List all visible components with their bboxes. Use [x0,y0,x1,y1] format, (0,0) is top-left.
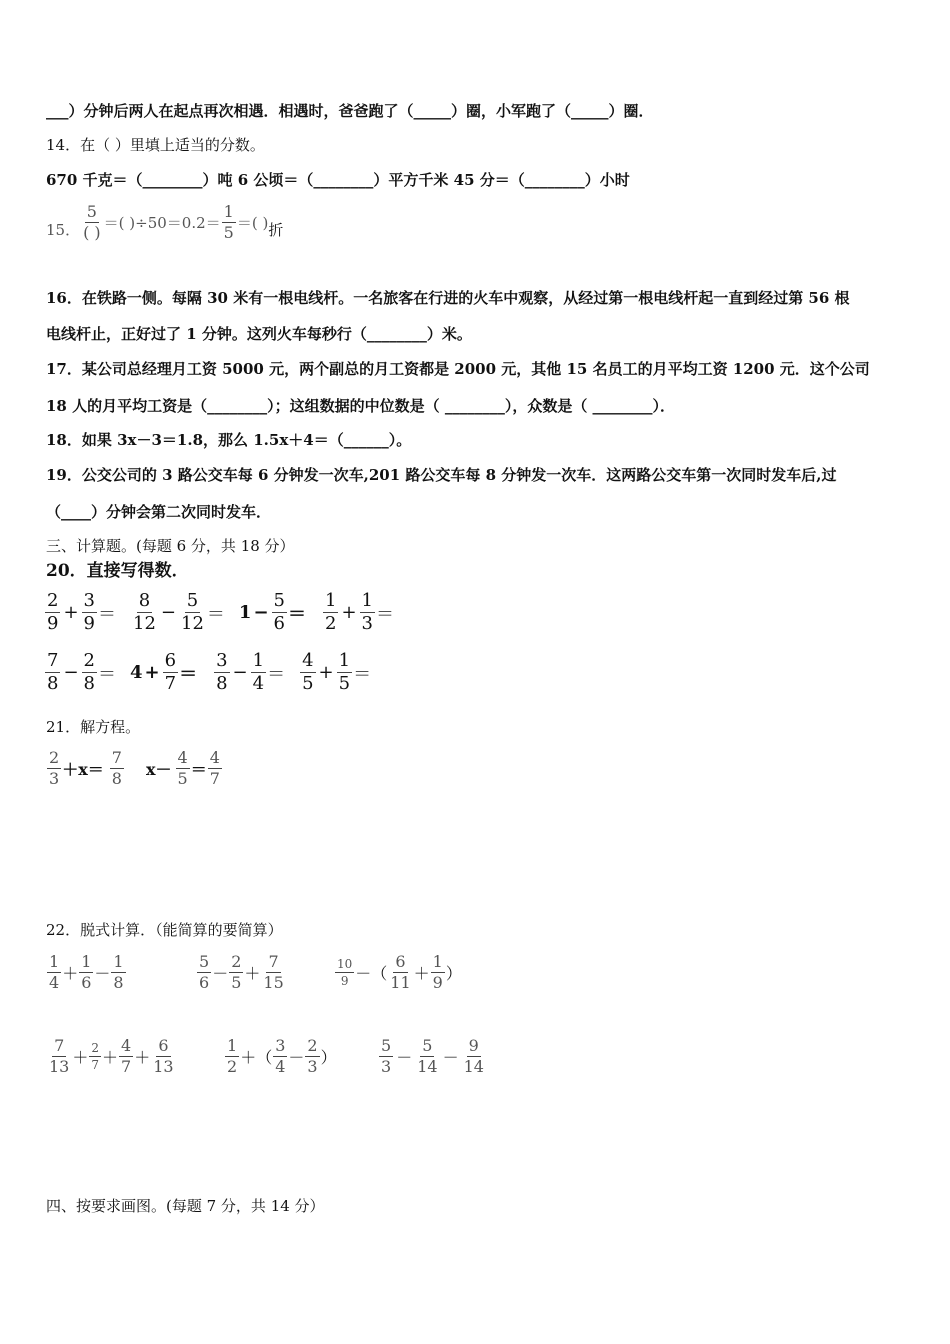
q20-item-1: $\frac{2}{9}$ + $\frac{3}{9}$ ＝ [47,590,116,634]
q16-line-2: 电线杆止，正好过了 1 分钟。这列火车每秒行（________）米。 [46,325,472,343]
q22-expression-f: $\frac{5}{3}$ － $\frac{5}{14}$ － $\frac{9}{14}$ [381,1036,484,1076]
q22-expression-a: $\frac{1}{4}$ ＋ $\frac{1}{6}$ － $\frac{1}{8}$ [49,952,124,992]
q21-equation-1: $\frac{2}{3}$ ＋x＝ $\frac{7}{8}$ [49,748,122,788]
section-4-heading: 四、按要求画图。(每题 7 分，共 14 分） [46,1197,325,1215]
q22-expression-b: $\frac{5}{6}$ － $\frac{2}{5}$ ＋ $\frac{7}{15}$ [199,952,284,992]
q17-line-1: 17．某公司总经理月工资 5000 元，两个副总的月工资都是 2000 元，其他 15 名员工的月平均工资 1200 元．这个公司 [46,360,870,378]
q15-fraction-2: $\frac{1}{5}$ [223,202,234,242]
q15-fraction-1: $\frac{5}{( )}$ [83,202,101,242]
q15-number: 15． [46,221,81,239]
q15-expression [46,204,283,241]
q14-conversion-line: 670 千克＝（________）吨 6 公顷＝（________）平方千米 45 分＝（________）小时 [46,171,630,189]
q20-row-2 [44,652,371,693]
q21-title: 21．解方程。 [46,718,141,736]
q15-part-2: ＝( ) [236,214,269,232]
q22-expression-d: $\frac{7}{13}$ ＋ $\frac{2}{7}$ ＋ $\frac{4}{7}$ ＋ $\frac{6}{13}$ [49,1036,174,1076]
q20-row-1 [44,592,394,633]
q14-title: 14．在（ ）里填上适当的分数。 [46,136,265,154]
q20-item-2: $\frac{8}{12}$ − $\frac{5}{12}$ ＝ [133,590,225,634]
section-3-heading: 三、计算题。(每题 6 分，共 18 分） [46,537,295,555]
q22-title: 22．脱式计算．（能简算的要简算） [46,921,283,939]
q22-expression-e: $\frac{1}{2}$ ＋（ $\frac{3}{4}$ － $\frac{2}{3}$ ） [227,1036,337,1076]
q20-item-5: $\frac{7}{8}$ − $\frac{2}{8}$ ＝ [47,650,116,694]
q20-item-8: $\frac{4}{5}$ + $\frac{1}{5}$ ＝ [302,650,372,694]
q20-item-3: 1 − $\frac{5}{6}$ ＝ [238,590,306,634]
q20-item-6: 4 + $\frac{6}{7}$ ＝ [130,650,198,694]
q20-title: 20．直接写得数． [46,561,189,581]
q17-line-2: 18 人的月平均工资是（________）；这组数据的中位数是（ ________），众数是（ ________）． [46,397,676,415]
q22-expression-c: $\frac{10}{9}$ －（ $\frac{6}{11}$ ＋ $\frac{1}{9}$ ） [337,952,462,992]
q19-line-2: （____）分钟会第二次同时发车． [46,503,272,521]
q13-tail-text: ___）分钟后两人在起点再次相遇．相遇时，爸爸跑了（_____）圈，小军跑了（_____）圈． [46,102,654,120]
q18-text: 18．如果 3x－3＝1.8，那么 1.5x＋4＝（______）。 [46,431,412,449]
q21-equation-2: x－ $\frac{4}{5}$ ＝ $\frac{4}{7}$ [146,748,220,788]
q20-item-7: $\frac{3}{8}$ − $\frac{1}{4}$ ＝ [216,650,286,694]
q19-line-1: 19．公交公司的 3 路公交车每 6 分钟发一次车,201 路公交车每 8 分钟发一次车．这两路公交车第一次同时发车后,过 [46,466,837,484]
q20-item-4: $\frac{1}{2}$ + $\frac{1}{3}$ ＝ [324,590,394,634]
q16-line-1: 16．在铁路一侧。每隔 30 米有一根电线杆。一名旅客在行进的火车中观察，从经过第一根电线杆起一直到经过第 56 根 [46,289,850,307]
q15-part-1: ＝( )÷50＝0.2＝ [103,214,221,232]
q15-suffix: 折 [268,221,284,239]
